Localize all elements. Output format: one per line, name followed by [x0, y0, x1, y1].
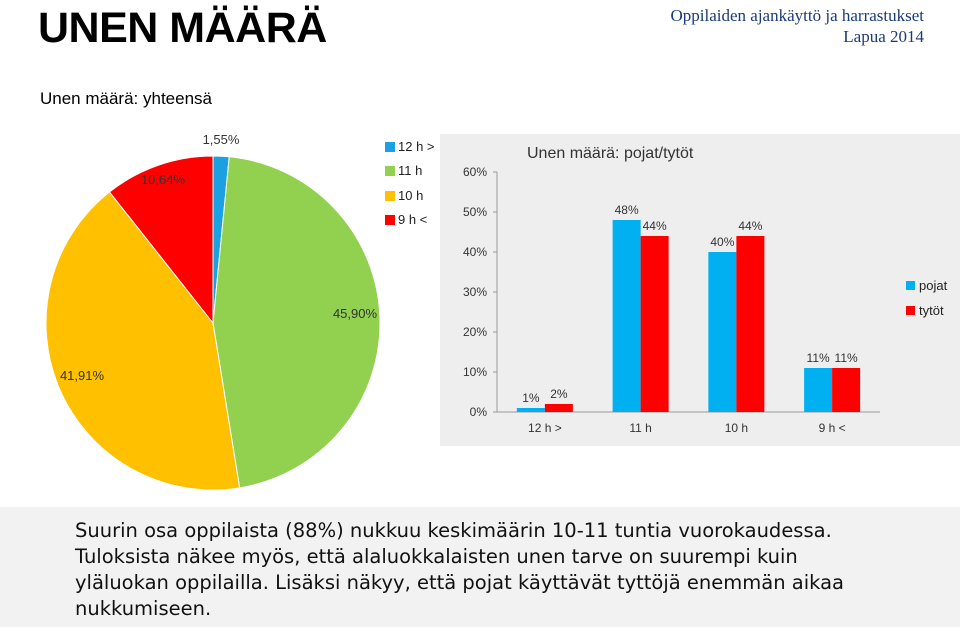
- bar-legend-swatch: [906, 281, 915, 290]
- x-tick-label: 10 h: [724, 421, 749, 435]
- bar-tytöt: [736, 236, 764, 412]
- bar-legend-swatch: [906, 306, 915, 315]
- pie-legend-label: 9 h <: [398, 212, 428, 227]
- pie-legend-swatch: [385, 215, 395, 225]
- bar-data-label: 44%: [738, 219, 763, 233]
- bar-tytöt: [641, 236, 669, 412]
- bar-data-label: 44%: [642, 219, 667, 233]
- bar-data-label: 11%: [834, 351, 858, 365]
- y-tick-label: 0%: [469, 405, 487, 419]
- bar-tytöt: [832, 368, 860, 412]
- pie-legend-label: 12 h >: [398, 139, 435, 154]
- x-tick-label: 12 h >: [528, 421, 562, 435]
- bar-data-label: 40%: [710, 235, 735, 249]
- pie-chart-title: Unen määrä: yhteensä: [40, 89, 212, 108]
- bar-data-label: 1%: [522, 391, 540, 405]
- bar-data-label: 48%: [614, 203, 639, 217]
- bar-data-label: 11%: [806, 351, 830, 365]
- bar-pojat: [708, 252, 736, 412]
- organization-info: [671, 5, 925, 47]
- org-year: Lapua 2014: [843, 27, 924, 46]
- pie-legend-swatch: [385, 191, 395, 201]
- bar-chart-title: Unen määrä: pojat/tytöt: [527, 145, 694, 162]
- pie-legend-label: 10 h: [398, 188, 424, 203]
- y-tick-label: 30%: [462, 285, 487, 299]
- pie-data-label: 10,64%: [140, 172, 186, 187]
- bar-data-label: 2%: [550, 387, 568, 401]
- pie-chart: [0, 120, 440, 495]
- bar-chart: [440, 134, 960, 446]
- bar-pojat: [613, 220, 641, 412]
- x-tick-label: 11 h: [629, 421, 652, 435]
- summary-panel: [0, 507, 960, 627]
- bar-legend-label: tytöt: [919, 303, 944, 318]
- bar-legend-label: pojat: [919, 278, 948, 293]
- bar-chart-background: [440, 134, 960, 446]
- bar-pojat: [517, 408, 545, 412]
- pie-slice: [213, 157, 380, 488]
- y-tick-label: 20%: [462, 325, 487, 339]
- pie-legend-swatch: [385, 166, 395, 176]
- org-name: Oppilaiden ajankäyttö ja harrastukset: [670, 6, 924, 25]
- bar-pojat: [804, 368, 832, 412]
- page-title: UNEN MÄÄRÄ: [38, 4, 327, 52]
- x-tick-label: 9 h <: [818, 421, 846, 435]
- y-tick-label: 60%: [462, 165, 487, 179]
- bar-tytöt: [545, 404, 573, 412]
- pie-legend-swatch: [385, 142, 395, 152]
- y-tick-label: 10%: [462, 365, 487, 379]
- pie-data-label: 45,90%: [332, 306, 378, 321]
- pie-legend-label: 11 h: [398, 163, 423, 178]
- y-tick-label: 50%: [462, 205, 487, 219]
- summary-text: Suurin osa oppilaista (88%) nukkuu keskimäärin 10-11 tuntia vuorokaudessa. Tuloksista näkee myös, että alaluokkalaisten unen tarve on suurempi kuin yläluokan oppilailla. Lisäksi näkyy, että pojat käyttävät tyttöjä enemmän aikaa nukkumiseen.: [75, 519, 844, 620]
- pie-data-label: 41,91%: [59, 368, 105, 383]
- pie-data-label: 1,55%: [202, 132, 240, 147]
- y-tick-label: 40%: [462, 245, 487, 259]
